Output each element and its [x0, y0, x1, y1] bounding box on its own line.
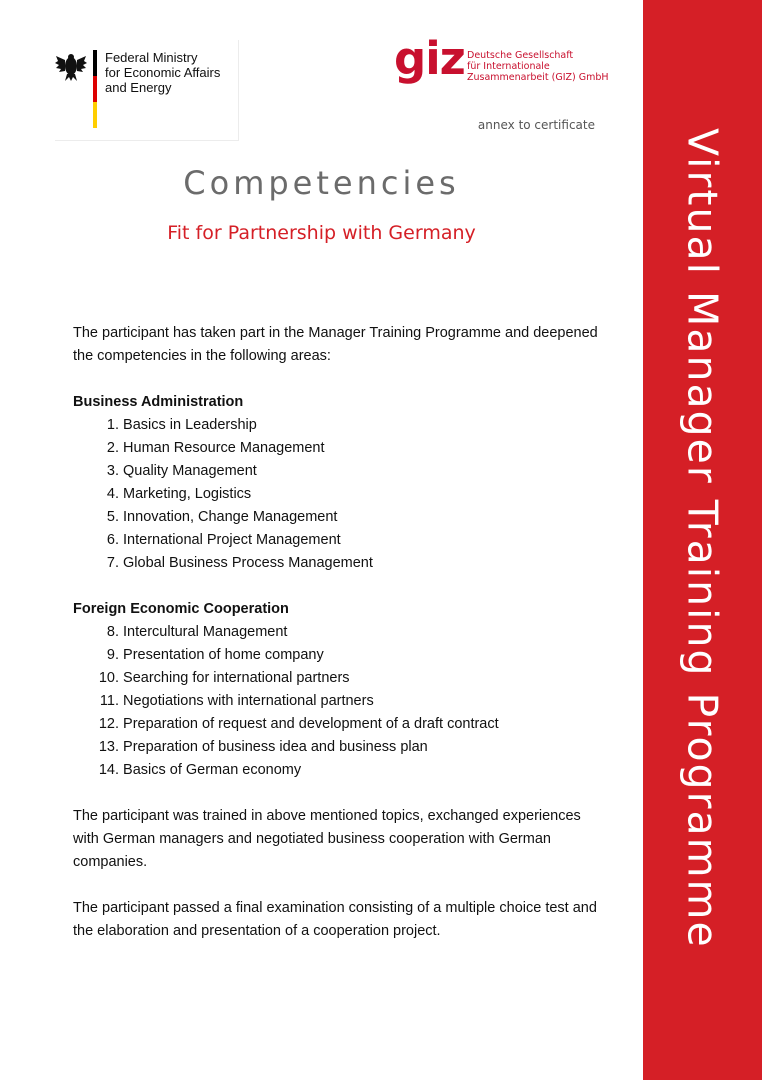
cooperation-competency-list: [73, 621, 603, 782]
sidebar-programme-title: Virtual Manager Training Programme: [678, 128, 727, 949]
page-title: Competencies: [183, 164, 460, 202]
document-body: [73, 322, 603, 943]
list-item: 8. Intercultural Management: [106, 624, 288, 640]
list-item: 5. Innovation, Change Management: [106, 509, 338, 525]
ministry-name: Federal Ministry for Economic Affairs and Energy: [105, 50, 221, 95]
list-item: 3. Quality Management: [106, 463, 257, 479]
list-item: 14. Basics of German economy: [98, 762, 302, 778]
list-item: 12. Preparation of request and development of a draft contract: [98, 716, 499, 732]
list-item: 6. International Project Management: [106, 532, 341, 548]
list-item: 4. Marketing, Logistics: [106, 486, 252, 502]
section-heading-cooperation: Foreign Economic Cooperation: [73, 601, 289, 617]
giz-full-name: Deutsche Gesellschaft für Internationale Zusammenarbeit (GIZ) GmbH: [467, 50, 609, 83]
list-item: 2. Human Resource Management: [106, 440, 325, 456]
federal-eagle-icon: [55, 52, 87, 82]
training-paragraph: The participant was trained in above mentioned topics, exchanged experiences with German managers and negotiated business cooperation with German companies.: [73, 808, 581, 870]
german-flag-stripe: [93, 50, 97, 128]
intro-paragraph: The participant has taken part in the Manager Training Programme and deepened the competencies in the following areas:: [73, 325, 598, 364]
list-item: 1. Basics in Leadership: [106, 417, 257, 433]
list-item: 10. Searching for international partners: [98, 670, 350, 686]
giz-logo: giz: [394, 32, 465, 85]
examination-paragraph: The participant passed a final examination consisting of a multiple choice test and the elaboration and presentation of a cooperation project.: [73, 900, 597, 939]
list-item: 13. Preparation of business idea and business plan: [98, 739, 428, 755]
list-item: 9. Presentation of home company: [106, 647, 324, 663]
page-subtitle: Fit for Partnership with Germany: [167, 222, 476, 244]
list-item: 7. Global Business Process Management: [106, 555, 373, 571]
annex-label: annex to certificate: [477, 118, 595, 132]
section-heading-business: Business Administration: [73, 394, 244, 410]
list-item: 11. Negotiations with international partners: [99, 693, 374, 709]
business-competency-list: [73, 414, 603, 575]
